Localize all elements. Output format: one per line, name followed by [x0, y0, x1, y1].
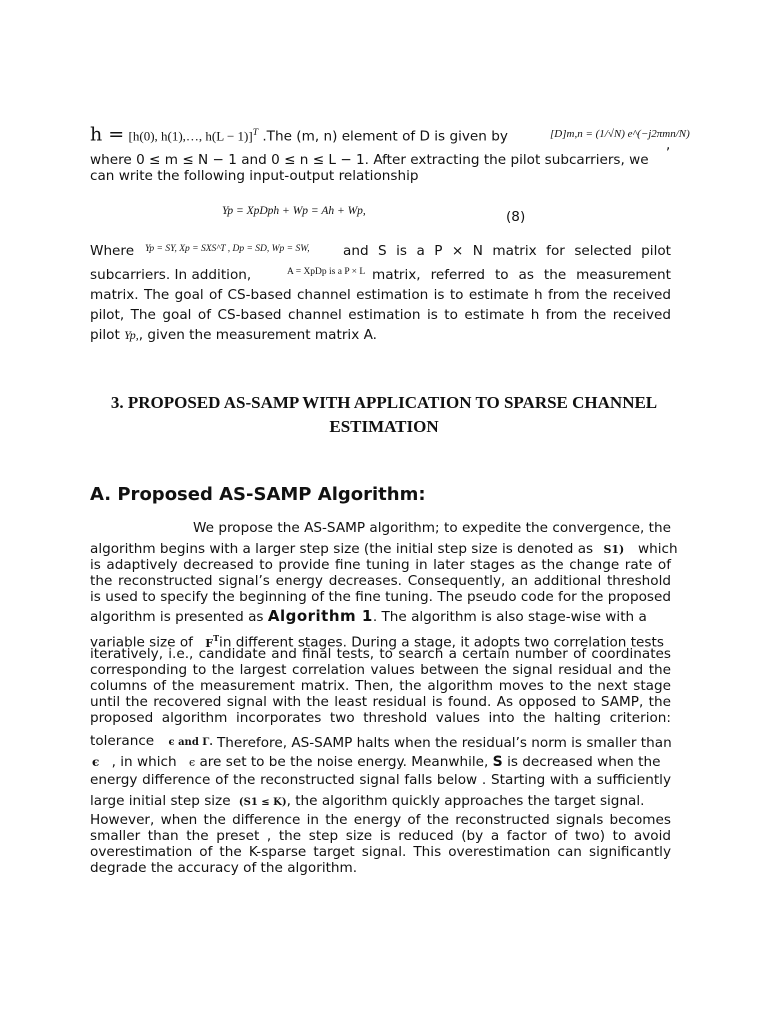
ft-symbol: F: [205, 636, 214, 650]
body-line-20: degrade the accuracy of the algorithm.: [90, 860, 358, 876]
dft-formula: [D]m,n = (1/√N) e^(−j2πmn/N): [550, 128, 690, 140]
step-size-s: S: [492, 754, 503, 770]
h-transpose: T: [252, 128, 259, 138]
section-3-heading-line-2: ESTIMATION: [329, 417, 439, 436]
body-line-13-end: Therefore, AS-SAMP halts when the residual’s norm is smaller than: [217, 735, 672, 751]
section-3-heading-line-1: 3. PROPOSED AS-SAMP WITH APPLICATION TO SPARSE CHANNEL: [110, 393, 658, 412]
body-line-14-mid: , in which: [111, 754, 177, 770]
body-line-16: [90, 793, 644, 811]
yp-symbol: Yp,: [124, 328, 139, 342]
body-line-18: smaller than the preset , the step size is reduced (by a factor of two) to avoid: [90, 828, 671, 844]
body-line-13: [90, 733, 213, 751]
tolerance-word: tolerance: [90, 733, 155, 749]
equation-number: (8): [506, 209, 526, 225]
body-line-2: [90, 541, 624, 558]
s1-symbol: S1): [603, 543, 625, 556]
body-line-6-start: algorithm is presented as: [90, 609, 264, 625]
body-line-7-start: variable size of: [90, 634, 193, 651]
body-line-9: corresponding to the largest correlation values between the signal residual and the: [90, 662, 671, 678]
element-of-d-text: .The (m, n) element of D is given by: [262, 128, 508, 145]
where-line-2-end: matrix, referred to as the measurement: [372, 267, 671, 283]
intro-comma: ,: [666, 137, 671, 153]
epsilon-gamma-symbols: ϵ and Γ.: [168, 737, 213, 748]
intro-line-1: [90, 125, 508, 146]
body-line-6-end: . The algorithm is also stage-wise with a: [372, 609, 647, 625]
body-line-7-end: in different stages. During a stage, it adopts two correlation tests: [219, 634, 664, 651]
body-line-19: overestimation of the K-sparse target signal. This overestimation can significantly: [90, 844, 671, 860]
intro-line-2: where 0 ≤ m ≤ N − 1 and 0 ≤ n ≤ L − 1. After extracting the pilot subcarriers, we: [90, 152, 649, 168]
algorithm-1-reference: Algorithm 1: [267, 607, 373, 625]
body-line-3: is adaptively decreased to provide fine tuning in later stages as the change rate of: [90, 557, 671, 573]
epsilon-symbol-2: ϵ: [188, 756, 196, 769]
pilot-word: pilot: [90, 327, 120, 343]
body-line-17: However, when the difference in the energy of the reconstructed signals becomes: [90, 812, 671, 828]
equation-8: Yp = XpDph + Wp = Ah + Wp,: [222, 205, 366, 217]
s1-le-k-symbol: (S1 ≤ K): [238, 797, 287, 808]
body-line-2-end: which: [638, 541, 678, 557]
body-line-16-start: large initial step size: [90, 793, 231, 809]
where-line-3: matrix. The goal of CS-based channel estimation is to estimate h from the received: [90, 287, 671, 303]
body-line-14-end: is decreased when the: [507, 754, 661, 770]
body-line-15: energy difference of the reconstructed signal falls below . Starting with a sufficiently: [90, 772, 671, 788]
body-line-11: until the recovered signal with the least residual is found. As opposed to SAMP, the: [90, 694, 671, 710]
measurement-matrix-formula: A = XpDp is a P × L: [287, 267, 366, 277]
where-definitions: Yp = SY, Xp = SXS^T , Dp = SD, Wp = SW,: [145, 244, 310, 254]
body-line-5: is used to specify the beginning of the fine tuning. The pseudo code for the proposed: [90, 589, 671, 605]
body-line-14: [90, 754, 660, 771]
body-line-8: iteratively, i.e., candidate and final tests, to search a certain number of coordinates: [90, 646, 671, 662]
body-line-6: [90, 608, 647, 626]
body-line-16-end: , the algorithm quickly approaches the target signal.: [286, 793, 645, 809]
ft-superscript: T: [213, 633, 220, 643]
epsilon-symbol-1: ϵ: [92, 755, 100, 769]
body-line-1: We propose the AS-SAMP algorithm; to expedite the convergence, the: [193, 520, 671, 536]
where-line-2-start: subcarriers. In addition,: [90, 267, 252, 283]
h-vector: [h(0), h(1),…, h(L − 1)]: [128, 128, 253, 144]
where-label: Where: [90, 243, 135, 259]
where-line-5-end: , given the measurement matrix A.: [138, 327, 377, 343]
body-line-2-start: algorithm begins with a larger step size (the initial step size is denoted as: [90, 541, 594, 557]
section-a-heading: A. Proposed AS-SAMP Algorithm:: [90, 484, 426, 505]
body-line-4: the reconstructed signal’s energy decreases. Consequently, an additional threshold: [90, 573, 671, 589]
h-symbol: h =: [90, 123, 125, 146]
body-line-12: proposed algorithm incorporates two threshold values into the halting criterion:: [90, 710, 671, 726]
where-line-4: pilot, The goal of CS-based channel estimation is to estimate h from the received: [90, 307, 671, 323]
where-line-5: [90, 327, 377, 344]
intro-line-3: can write the following input-output relationship: [90, 168, 419, 184]
body-line-14-mid2: are set to be the noise energy. Meanwhile,: [199, 754, 489, 770]
body-line-10: columns of the measurement matrix. Then, the algorithm moves to the next stage: [90, 678, 671, 694]
where-line-1-end: and S is a P × N matrix for selected pilot: [343, 243, 671, 259]
